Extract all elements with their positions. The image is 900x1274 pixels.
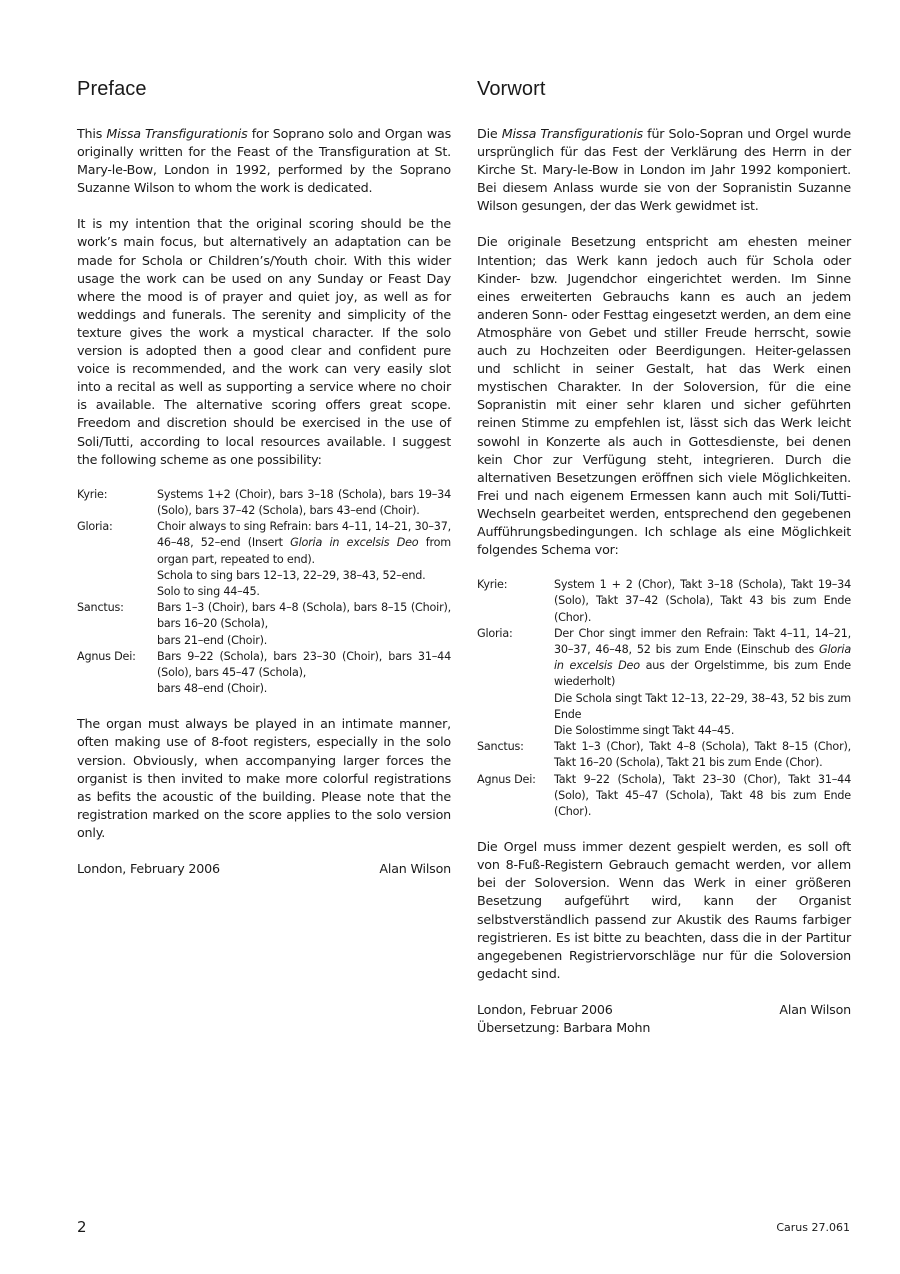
schema-row-gloria: Gloria: Der Chor singt immer den Refrain: Takt 4–11, 14–21, 30–37, 46–48, 52 bis zum Ende (Einschub des Gloria in excelsis Deo aus der Orgelstimme, bis zum Ende wiederholt) Die Schola singt Takt 12–13, 22–29, 38–43, 52 bis zum Ende Die Solostimme singt Takt 44–45. bbox=[477, 626, 851, 737]
vorwort-scheme bbox=[477, 577, 851, 820]
preface-paragraph-3: The organ must always be played in an intimate manner, often making use of 8-foot registers, especially in the solo version. Obviously, when accompanying larger forces the organist is then invited to make more colorful registrations as befits the acoustic of the building. Please note that the registration marked on the score applies to the solo version only. bbox=[77, 716, 451, 840]
scheme-row-kyrie: Kyrie: Systems 1+2 (Choir), bars 3–18 (Schola), bars 19–34 (Solo), bars 37–42 (Schola), bars 43–end (Choir). bbox=[77, 487, 451, 517]
preface-signature bbox=[77, 860, 451, 878]
translation-credit: Übersetzung: Barbara Mohn bbox=[477, 1020, 651, 1036]
vorwort-title: Vorwort bbox=[477, 78, 546, 100]
place-date: London, Februar 2006 bbox=[477, 1001, 613, 1017]
vorwort-signature bbox=[477, 1001, 851, 1019]
scheme-row-agnus-dei: Agnus Dei: Bars 9–22 (Schola), bars 23–30 (Choir), bars 31–44 (Solo), bars 45–47 (Schola), bars 48–end (Choir). bbox=[77, 649, 451, 696]
preface-title: Preface bbox=[77, 78, 147, 100]
vorwort-column bbox=[477, 78, 851, 1037]
preface-paragraph-1: This Missa Transfigurationis for Soprano solo and Organ was originally written for the Feast of the Transfiguration at St. Mary-le-Bow, London in 1992, performed by the Soprano Suzanne Wilson to whom the work is dedicated. bbox=[77, 126, 452, 196]
preface-scheme bbox=[77, 487, 451, 698]
vorwort-paragraph-1: Die Missa Transfigurationis für Solo-Sopran und Orgel wurde ursprünglich für das Fest der Verklärung des Herrn in der Kirche St. Mary-le-Bow in London im Jahr 1992 komponiert. Bei diesem Anlass wurde sie von der Sopranistin Suzanne Wilson gesungen, der das Werk gewidmet ist. bbox=[477, 126, 851, 214]
scheme-row-gloria: Gloria: Choir always to sing Refrain: bars 4–11, 14–21, 30–37, 46–48, 52–end (Insert Gloria in excelsis Deo from organ part, repeated to end). Schola to sing bars 12–13, 22–29, 38–43, 52–end. Solo to sing 44–45. bbox=[77, 520, 451, 598]
preface-column bbox=[77, 78, 451, 878]
preface-paragraph-2: It is my intention that the original scoring should be the work’s main focus, but alternatively an adaptation can be made for Schola or Children’s/Youth choir. With this wider usage the work can be used on any Sunday or Feast Day where the mood is of prayer and quiet joy, as well as for weddings and funerals. The serenity and simplicity of the texture gives the work a mystical character. If the solo version is adopted then a good clear and confident pure voice is recommended, and the work can very easily slot into a recital as well as supporting a service where no choir is available. The alternative scoring offers great scope. Freedom and discretion should be exercised in the use of Soli/Tutti, according to local resources available. I suggest the following scheme as one possibility: bbox=[77, 216, 451, 467]
schema-row-kyrie: Kyrie: System 1 + 2 (Chor), Takt 3–18 (Schola), Takt 19–34 (Solo), Takt 37–42 (Schola), Takt 43 bis zum Ende (Chor). bbox=[477, 578, 851, 624]
catalog-number: Carus 27.061 bbox=[776, 1221, 850, 1234]
vorwort-paragraph-2: Die originale Besetzung entspricht am ehesten meiner Intention; das Werk kann jedoch auch für Schola oder Kinder- bzw. Jugendchor eingerichtet werden. Im Sinne eines erweiterten Gebrauchs kann es auch an jedem anderen Sonn- oder Festtag eingesetzt werden, an dem eine Atmosphäre von Gebet und stiller Freude herrscht, sowie auch zu Hochzeiten oder Beerdigungen. Heiter-gelassen und schlicht in seiner Gestalt, hat das Werk einen mystischen Charakter. In der Soloversion, für die eine Sopranistin mit einer sehr klaren und sicher geführten reinen Stimme zu empfehlen ist, lässt sich das Werk leicht sowohl in Konzerte als auch in Gottesdienste, bei denen kein Chor zur Verfügung steht, integrieren. Durch die alternativen Besetzungen eröffnen sich viele Möglichkeiten. Frei und nach eigenem Ermessen kann auch mit Soli/Tutti-Wechseln gearbeitet werden, entsprechend den gegebenen Aufführungsbedingungen. Ich schlage als eine Möglichkeit folgendes Schema vor: bbox=[477, 234, 852, 558]
place-date: London, February 2006 bbox=[77, 860, 220, 876]
vorwort-paragraph-3: Die Orgel muss immer dezent gespielt werden, es soll oft von 8-Fuß-Registern Gebrauch gemacht werden, vor allem bei der Soloversion. Wenn das Werk in einer größeren Besetzung aufgeführt wird, kann der Organist selbstverständlich passend zur Akustik des Raums farbiger registrieren. Es ist bitte zu beachten, dass die in der Partitur angegebenen Registriervorschläge nur für die Soloversion gedacht sind. bbox=[477, 839, 851, 981]
page-number: 2 bbox=[77, 1218, 87, 1236]
author: Alan Wilson bbox=[379, 860, 451, 876]
schema-row-agnus-dei: Agnus Dei: Takt 9–22 (Schola), Takt 23–30 (Chor), Takt 31–44 (Solo), Takt 45–47 (Schola), Takt 48 bis zum Ende (Chor). bbox=[477, 772, 851, 818]
schema-row-sanctus: Sanctus: Takt 1–3 (Chor), Takt 4–8 (Schola), Takt 8–15 (Chor), Takt 16–20 (Schola), Takt 21 bis zum Ende (Chor). bbox=[477, 740, 851, 770]
author: Alan Wilson bbox=[779, 1001, 851, 1017]
scheme-row-sanctus: Sanctus: Bars 1–3 (Choir), bars 4–8 (Schola), bars 8–15 (Choir), bars 16–20 (Schola), bars 21–end (Choir). bbox=[77, 601, 451, 647]
